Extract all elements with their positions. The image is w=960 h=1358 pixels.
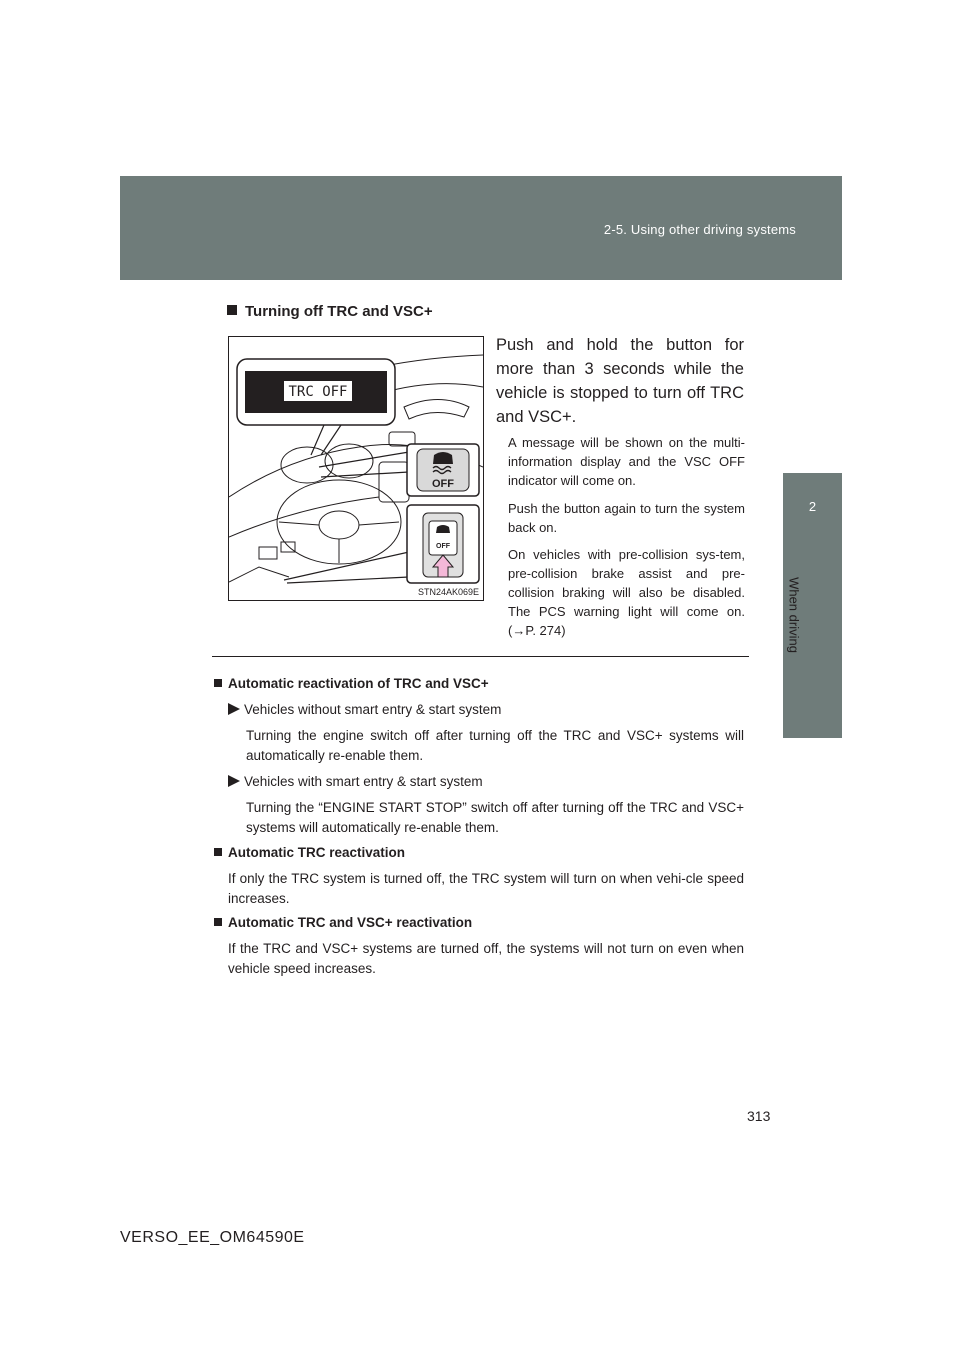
info-text: If the TRC and VSC+ systems are turned off, the systems will not turn on even when vehicle speed increases. [228, 941, 744, 976]
document-code: VERSO_EE_OM64590E [120, 1229, 305, 1246]
mirror-shape [404, 400, 469, 420]
info-heading [214, 913, 744, 933]
callout-line-switch-2 [287, 577, 409, 583]
header-band [120, 176, 842, 280]
info-heading-text: Automatic reactivation of TRC and VSC+ [228, 676, 489, 691]
switch-off-text: OFF [436, 543, 450, 550]
main-instruction: Push and hold the button for more than 3 seconds while the vehicle is stopped to turn off TRC and VSC+. [496, 336, 744, 426]
triangle-bullet-icon [228, 703, 240, 715]
info-heading [214, 843, 744, 863]
lower-panel-line [229, 567, 289, 582]
triangle-bullet-icon [228, 775, 240, 787]
info-item-label [214, 772, 744, 792]
heading-square-icon [214, 679, 222, 687]
lower-switch-1 [259, 547, 277, 559]
item-label-text: Vehicles with smart entry & start system [244, 774, 483, 789]
heading-square-icon [214, 848, 222, 856]
display-text: TRC OFF [288, 384, 348, 400]
heading-square-icon [227, 305, 237, 315]
section-heading-text: Turning off TRC and VSC+ [245, 303, 433, 320]
info-trc-reactivation [214, 843, 744, 909]
info-auto-reactivation [214, 674, 744, 838]
callout-line-button [319, 452, 409, 467]
item-label-text: Vehicles without smart entry & start system [244, 702, 502, 717]
center-console [379, 462, 409, 502]
note-turn-back-on: Push the button again to turn the system back on. [508, 501, 745, 535]
steering-wheel-spokes [279, 522, 399, 563]
steering-wheel-hub [319, 511, 359, 539]
page-number: 313 [747, 1108, 771, 1124]
info-item-text: Turning the engine switch off after turning off the TRC and VSC+ systems will automatically re-enable them. [246, 728, 744, 763]
note-message: A message will be shown on the multi-information display and the VSC OFF indicator will come on. [508, 435, 745, 488]
chapter-label-text: When driving [786, 577, 802, 653]
section-divider [212, 656, 749, 657]
figure-code: STN24AK069E [417, 587, 479, 597]
heading-square-icon [214, 918, 222, 926]
console-line [229, 497, 379, 537]
button-off-text: OFF [432, 478, 454, 490]
section-heading [227, 303, 433, 320]
info-heading-text: Automatic TRC reactivation [228, 845, 406, 860]
chapter-number: 2 [808, 499, 817, 514]
note-pre-collision: On vehicles with pre-collision sys-tem, pre-collision brake assist and pre-collision braking will also be disabled. The PCS warning light will come on. (→P. 274) [508, 547, 745, 638]
info-item-text: Turning the “ENGINE START STOP” switch off after turning off the TRC and VSC+ systems will automatically re-enable them. [246, 800, 744, 835]
dashboard-svg [229, 337, 483, 600]
header-title: 2-5. Using other driving systems [603, 222, 796, 237]
info-text: If only the TRC system is turned off, the TRC system will turn on when vehi-cle speed increases. [228, 871, 744, 906]
info-heading [214, 674, 744, 694]
info-item-label [214, 700, 744, 720]
dashboard-illustration [228, 336, 484, 601]
info-heading-text: Automatic TRC and VSC+ reactivation [228, 915, 473, 930]
chapter-label [780, 560, 808, 670]
info-trc-vsc-reactivation [214, 913, 744, 979]
